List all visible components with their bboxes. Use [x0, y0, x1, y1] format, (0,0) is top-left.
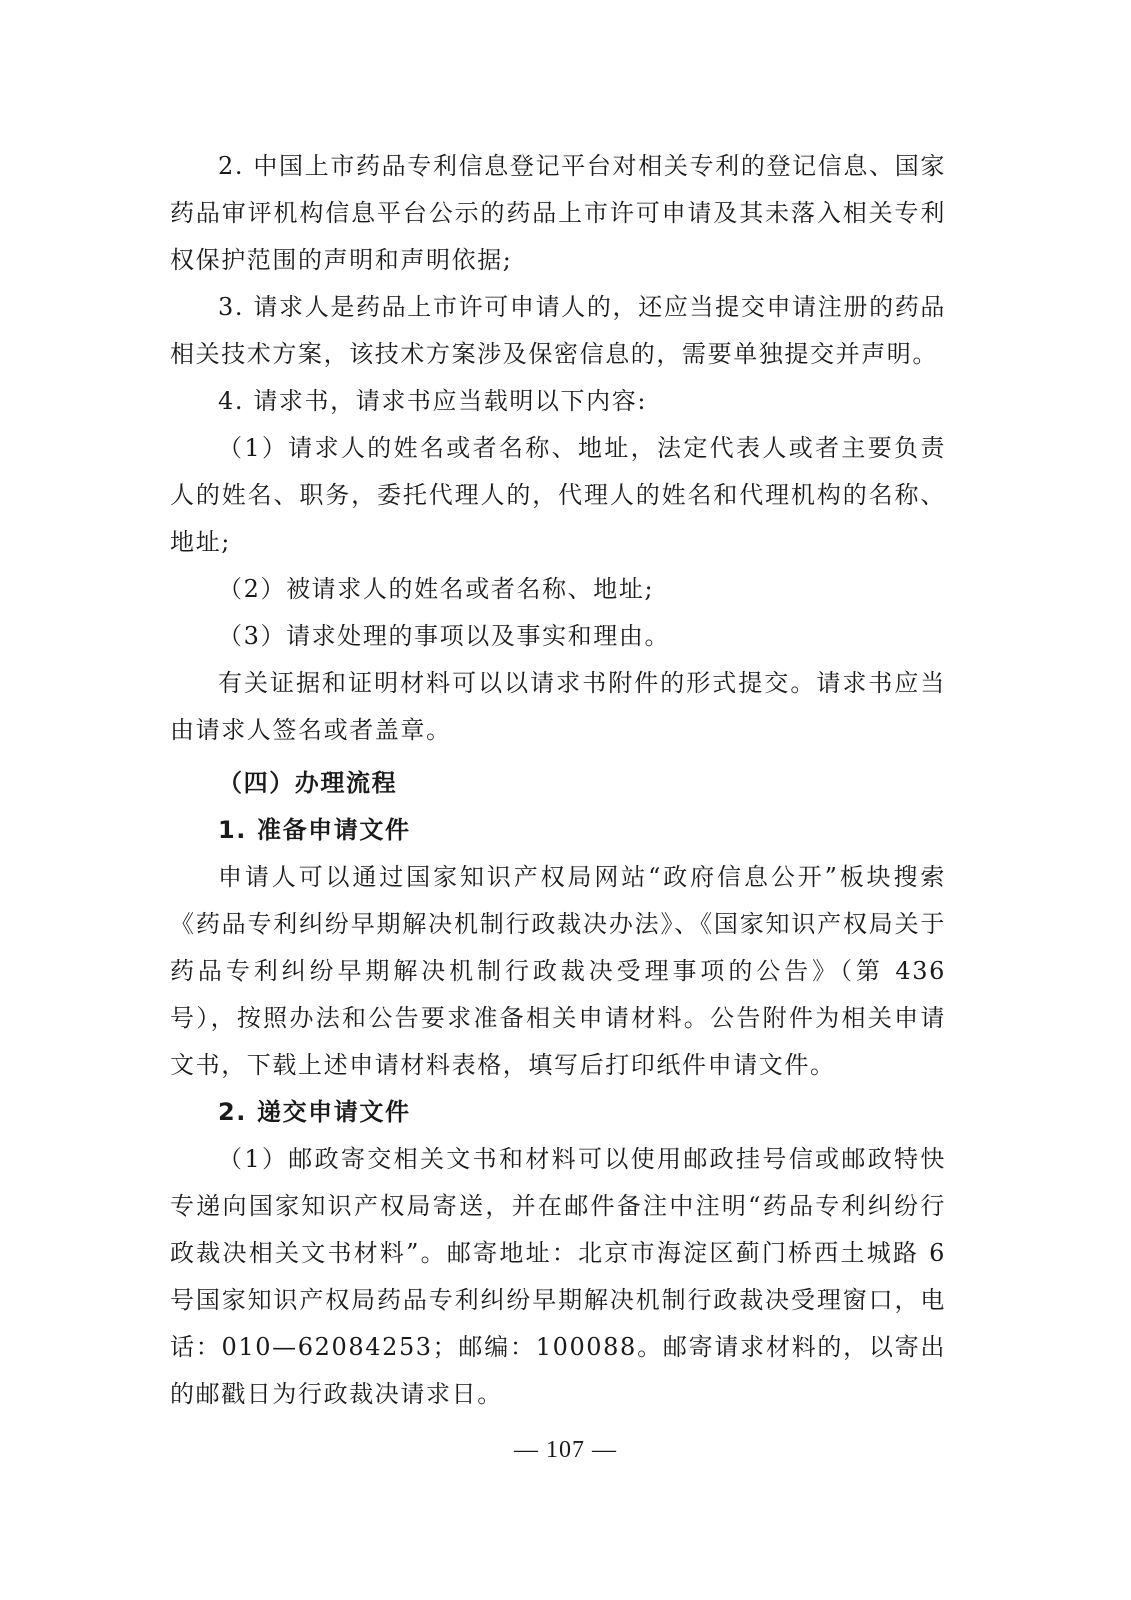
section-heading: （四）办理流程	[218, 769, 398, 797]
subsection-heading-prepare: 1. 准备申请文件	[218, 816, 411, 844]
paragraph-prepare: 申请人可以通过国家知识产权局网站“政府信息公开”板块搜索《药品专利纠纷早期解决机制行政裁决办法》、《国家知识产权局关于药品专利纠纷早期解决机制行政裁决受理事项的公告》（第 436 号），按照办法和公告要求准备相关申请材料。公告附件为相关申请文书，下载上述申请材料表格，填写后打印纸件申请文件。	[170, 863, 946, 1079]
paragraph-subitem-2: （2）被请求人的姓名或者名称、地址;	[218, 575, 655, 603]
subsection-heading-submit: 2. 递交申请文件	[218, 1098, 411, 1126]
paragraph-evidence-note: 有关证据和证明材料可以以请求书附件的形式提交。请求书应当由请求人签名或者盖章。	[170, 669, 946, 744]
document-body	[170, 143, 946, 1418]
paragraph-item-4: 4. 请求书，请求书应当载明以下内容:	[218, 387, 648, 415]
paragraph-submit: （1）邮政寄交相关文书和材料可以使用邮政挂号信或邮政特快专递向国家知识产权局寄送，并在邮件备注中注明“药品专利纠纷行政裁决相关文书材料”。邮寄地址：北京市海淀区蓟门桥西土城路 6 号国家知识产权局药品专利纠纷早期解决机制行政裁决受理窗口，电话：010—62084253；邮编：100088。邮寄请求材料的，以寄出的邮戳日为行政裁决请求日。	[170, 1145, 946, 1408]
paragraph-subitem-3: （3）请求处理的事项以及事实和理由。	[218, 622, 671, 650]
paragraph-subitem-1: （1）请求人的姓名或者名称、地址，法定代表人或者主要负责人的姓名、职务，委托代理人的，代理人的姓名和代理机构的名称、地址;	[170, 434, 946, 556]
paragraph-item-2: 2. 中国上市药品专利信息登记平台对相关专利的登记信息、国家药品审评机构信息平台公示的药品上市许可申请及其未落入相关专利权保护范围的声明和声明依据;	[170, 152, 946, 274]
page-number: — 107 —	[514, 1437, 617, 1463]
paragraph-item-3: 3. 请求人是药品上市许可申请人的，还应当提交申请注册的药品相关技术方案，该技术方案涉及保密信息的，需要单独提交并声明。	[170, 293, 946, 368]
